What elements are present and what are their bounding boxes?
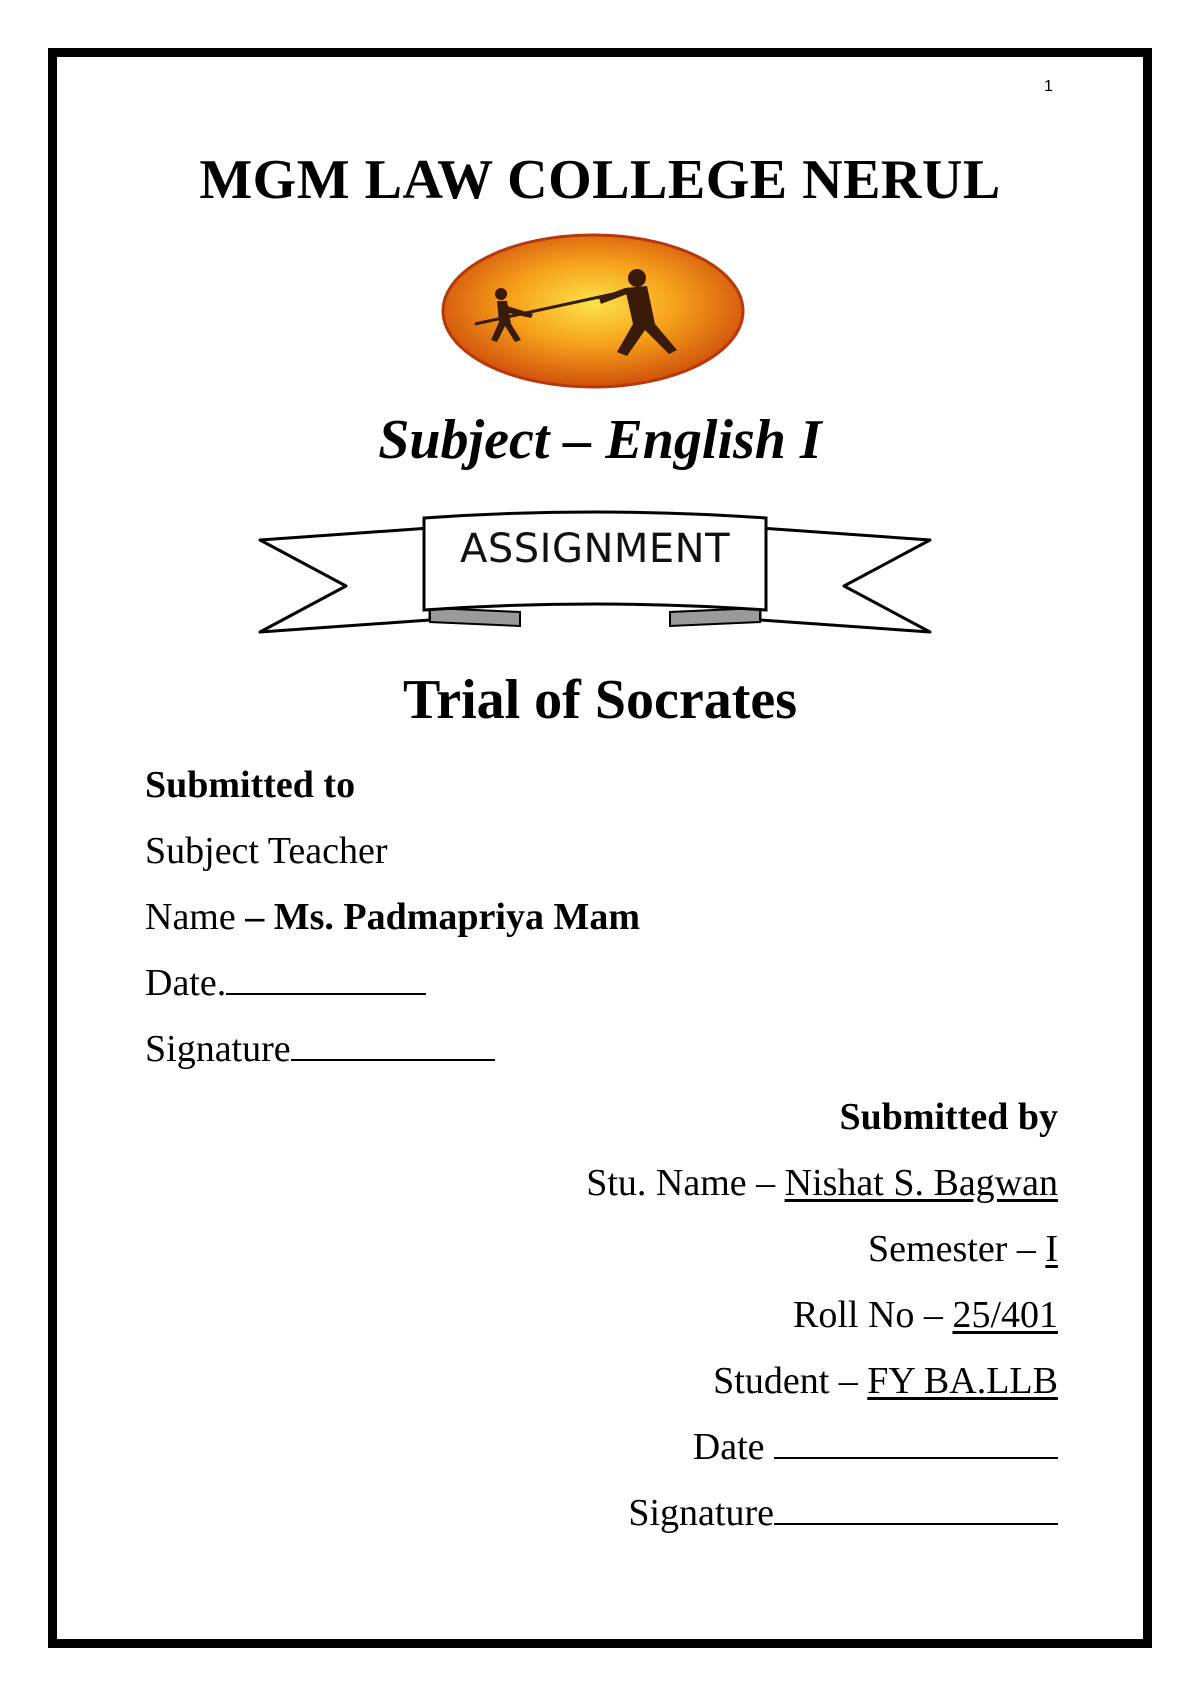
college-name: MGM LAW COLLEGE NERUL <box>199 149 1001 211</box>
subject-title: Subject – English I <box>378 409 822 471</box>
teacher-name-line <box>145 884 640 950</box>
college-emblem-icon <box>441 232 745 390</box>
teacher-date-label: Date. <box>145 962 227 1004</box>
student-class-value: FY BA.LLB <box>867 1360 1058 1402</box>
teacher-signature-line <box>145 1016 640 1082</box>
submitted-to-heading: Submitted to <box>145 764 356 806</box>
semester-label: Semester – <box>868 1228 1046 1270</box>
student-name-value: Nishat S. Bagwan <box>784 1162 1058 1204</box>
student-signature-label: Signature <box>628 1492 774 1534</box>
student-class-line <box>586 1348 1058 1414</box>
teacher-signature-label: Signature <box>145 1028 291 1070</box>
subject-teacher-label: Subject Teacher <box>145 830 388 872</box>
student-signature-blank <box>774 1499 1058 1525</box>
roll-number-value: 25/401 <box>952 1294 1058 1336</box>
page-number: 1 <box>1044 78 1053 95</box>
assignment-ribbon <box>250 500 940 650</box>
submitted-by-section <box>586 1084 1058 1546</box>
teacher-date-blank <box>226 969 426 995</box>
student-date-label: Date <box>692 1426 774 1468</box>
roll-number-label: Roll No – <box>793 1294 953 1336</box>
student-date-blank <box>774 1433 1058 1459</box>
student-name-label: Stu. Name – <box>586 1162 785 1204</box>
student-date-line <box>586 1414 1058 1480</box>
submitted-by-heading: Submitted by <box>839 1096 1058 1138</box>
assignment-label: ASSIGNMENT <box>460 526 730 572</box>
student-name-line <box>586 1150 1058 1216</box>
student-signature-line <box>586 1480 1058 1546</box>
semester-line <box>586 1216 1058 1282</box>
teacher-name-label: Name <box>145 896 246 938</box>
teacher-name-value: – Ms. Padmapriya Mam <box>245 896 640 938</box>
assignment-topic: Trial of Socrates <box>403 669 797 731</box>
submitted-to-section <box>145 752 640 1082</box>
semester-value: I <box>1045 1228 1058 1270</box>
teacher-date-line <box>145 950 640 1016</box>
roll-number-line <box>586 1282 1058 1348</box>
teacher-signature-blank <box>291 1035 495 1061</box>
student-class-label: Student – <box>713 1360 868 1402</box>
